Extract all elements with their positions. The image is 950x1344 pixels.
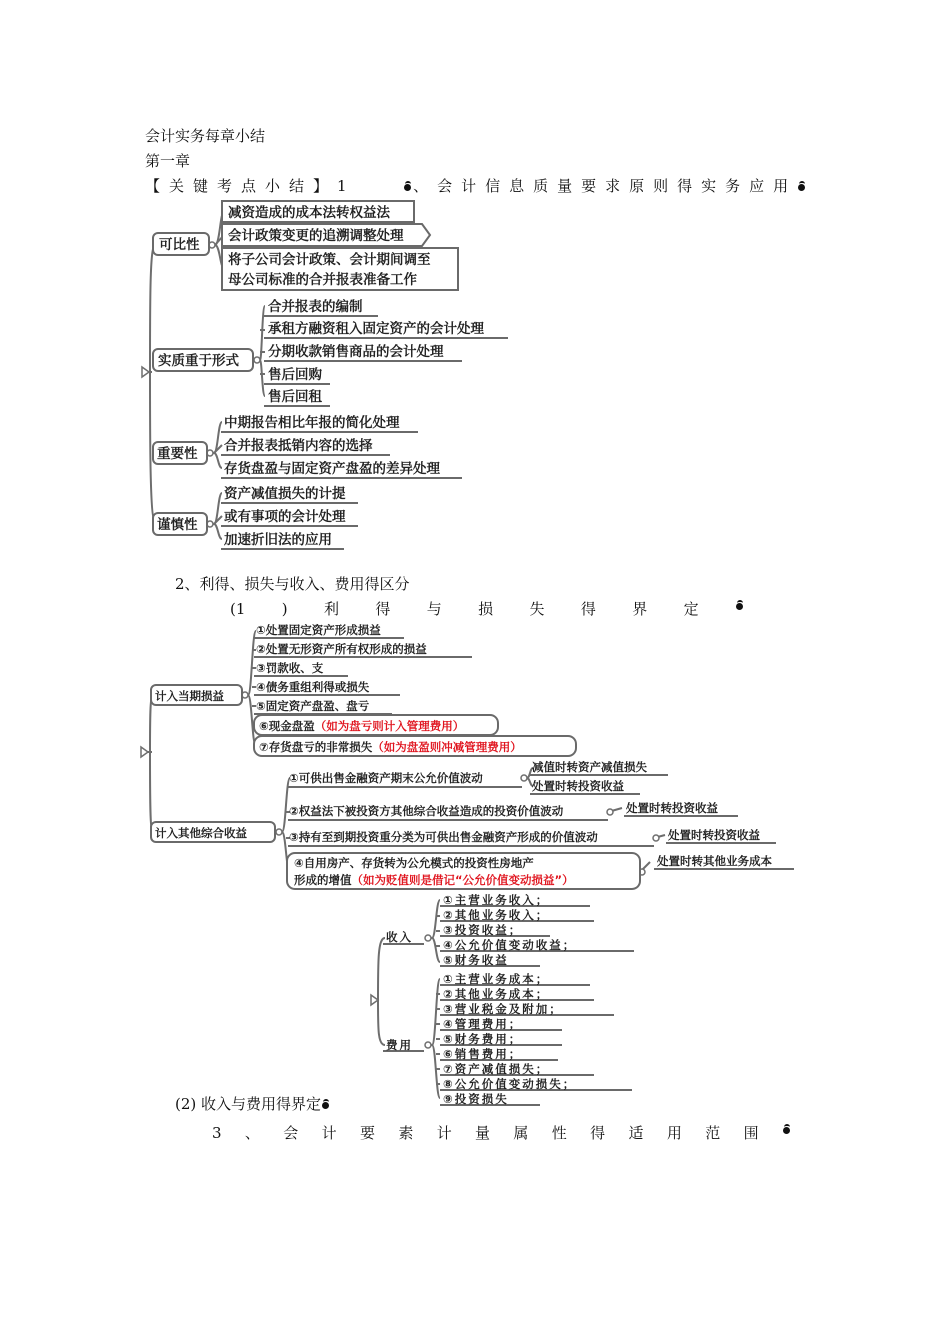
branch-current-pnl: 计入当期损益 bbox=[155, 689, 224, 703]
h3-char: 范 bbox=[705, 1124, 721, 1142]
map1-item: 母公司标准的合并报表准备工作 bbox=[228, 272, 417, 288]
h3-char: 3 bbox=[212, 1124, 222, 1142]
h3-char: 用 bbox=[666, 1124, 682, 1142]
appreciation-note: （如为贬值则是借记“公允价值变动损益”） bbox=[351, 873, 574, 887]
expense-item: ④管理费用； bbox=[443, 1017, 523, 1031]
income-item: ⑤财务收益 bbox=[443, 953, 509, 967]
map1-item: 中期报告相比年报的简化处理 bbox=[224, 415, 400, 431]
branch-oci: 计入其他综合收益 bbox=[155, 826, 247, 840]
h3-char: 素 bbox=[398, 1124, 414, 1142]
expense-item: ③营业税金及附加； bbox=[443, 1002, 563, 1016]
expense-item: ①主营业务成本； bbox=[443, 972, 550, 986]
sub1-word: 损 bbox=[478, 600, 494, 618]
sub1-word: 得 bbox=[580, 600, 596, 618]
expense-item: ②其他业务成本； bbox=[443, 987, 550, 1001]
map1-item: 承租方融资租入固定资产的会计处理 bbox=[268, 321, 484, 337]
map1-item: 减资造成的成本法转权益法 bbox=[228, 205, 390, 221]
map1-item: 售后回租 bbox=[268, 389, 322, 405]
income-item: ②其他业务收入； bbox=[443, 908, 550, 922]
h3-char: 围 bbox=[743, 1124, 759, 1142]
map1-item: 合并报表的编制 bbox=[268, 299, 363, 315]
map1-item: 会计政策变更的追溯调整处理 bbox=[228, 228, 404, 244]
expense-item: ⑥销售费用； bbox=[443, 1047, 523, 1061]
map2-item: ②处置无形资产所有权形成的损益 bbox=[256, 642, 427, 656]
map2-item: ①可供出售金融资产期末公允价值波动 bbox=[289, 771, 483, 785]
map1-item: 分期收款销售商品的会计处理 bbox=[268, 344, 444, 360]
inventory-loss-text: ⑦存货盘亏的非常损失 bbox=[259, 740, 373, 754]
h3-char: 适 bbox=[628, 1124, 644, 1142]
income-item: ①主营业务收入； bbox=[443, 893, 550, 907]
h3-char: 属 bbox=[513, 1124, 529, 1142]
expense-node: 费用 bbox=[386, 1038, 413, 1052]
map2-result: 处置时转投资收益 bbox=[626, 801, 718, 815]
sub1-word: 界 bbox=[632, 600, 648, 618]
expense-item: ⑦资产减值损失； bbox=[443, 1062, 550, 1076]
map2-result: 减值时转资产减值损失 bbox=[532, 760, 647, 774]
sub1-paren: ) bbox=[281, 600, 288, 618]
cat-prudence: 谨慎性 bbox=[157, 517, 198, 533]
income-item: ④公允价值变动收益； bbox=[443, 938, 577, 952]
h3-char: 计 bbox=[436, 1124, 452, 1142]
appreciation-text: 形成的增值 bbox=[294, 873, 352, 887]
map2-item: ②权益法下被投资方其他综合收益造成的投资价值波动 bbox=[289, 804, 564, 818]
map1-item: 售后回购 bbox=[268, 367, 322, 383]
map1-item: 资产减值损失的计提 bbox=[224, 486, 346, 502]
heading-1: 、会计信息质量要求原则得实务应用 bbox=[413, 177, 798, 195]
map2-result: 处置时转投资收益 bbox=[532, 779, 624, 793]
map1-item: 加速折旧法的应用 bbox=[224, 532, 332, 548]
map2-item bbox=[294, 873, 574, 887]
map1-item: 存货盘盈与固定资产盘盈的差异处理 bbox=[224, 461, 440, 477]
cat-materiality: 重要性 bbox=[157, 446, 198, 462]
sub1-word: 定 bbox=[683, 600, 699, 618]
map2-item: ④自用房产、存货转为公允模式的投资性房地产 bbox=[294, 856, 534, 870]
h3-char: 计 bbox=[321, 1124, 337, 1142]
sub2-text: (2) 收入与费用得界定 bbox=[175, 1095, 322, 1113]
cash-surplus-text: ⑥现金盘盈 bbox=[259, 719, 315, 733]
map2-item: ⑤固定资产盘盈、盘亏 bbox=[256, 699, 370, 713]
doc-title: 会计实务每章小结 bbox=[145, 127, 266, 145]
map1-item: 合并报表抵销内容的选择 bbox=[224, 438, 373, 454]
map2-result: 处置时转其他业务成本 bbox=[657, 854, 772, 868]
cat-substance-over-form: 实质重于形式 bbox=[158, 353, 239, 369]
expense-item: ⑨投资损失 bbox=[443, 1092, 509, 1106]
map1-item: 将子公司会计政策、会计期间调至 bbox=[228, 252, 431, 268]
map1-item: 或有事项的会计处理 bbox=[224, 509, 346, 525]
key-summary-prefix: 【关键考点小结】1 bbox=[145, 177, 356, 195]
map2-item bbox=[259, 719, 464, 733]
income-item: ③投资收益； bbox=[443, 923, 523, 937]
inventory-loss-note: （如为盘盈则冲减管理费用） bbox=[372, 740, 522, 754]
sub1-word: 与 bbox=[426, 600, 442, 618]
heading-2: 2、利得、损失与收入、费用得区分 bbox=[175, 575, 410, 593]
map2-item: ③持有至到期投资重分类为可供出售金融资产形成的价值波动 bbox=[289, 830, 598, 844]
h3-char: 、 bbox=[244, 1124, 260, 1142]
h3-char: 得 bbox=[590, 1124, 606, 1142]
sub1-num: (1 bbox=[230, 600, 246, 618]
expense-item: ⑧公允价值变动损失； bbox=[443, 1077, 577, 1091]
map2-item: ③罚款收、支 bbox=[256, 661, 324, 675]
sub1-word: 得 bbox=[375, 600, 391, 618]
sub1-word: 利 bbox=[323, 600, 339, 618]
cash-surplus-note: （如为盘亏则计入管理费用） bbox=[314, 719, 465, 733]
chapter-label: 第一章 bbox=[145, 152, 191, 170]
map2-result: 处置时转投资收益 bbox=[668, 828, 760, 842]
h3-char: 性 bbox=[551, 1124, 567, 1142]
h3-char: 要 bbox=[359, 1124, 375, 1142]
expense-item: ⑤财务费用； bbox=[443, 1032, 523, 1046]
cat-comparability: 可比性 bbox=[159, 237, 200, 253]
map2-item: ④债务重组利得或损失 bbox=[256, 680, 370, 694]
map2-item: ①处置固定资产形成损益 bbox=[256, 623, 381, 637]
income-node: 收入 bbox=[386, 930, 413, 944]
map2-item bbox=[259, 740, 522, 754]
h3-char: 量 bbox=[475, 1124, 491, 1142]
h3-char: 会 bbox=[283, 1124, 299, 1142]
sub1-word: 失 bbox=[529, 600, 545, 618]
